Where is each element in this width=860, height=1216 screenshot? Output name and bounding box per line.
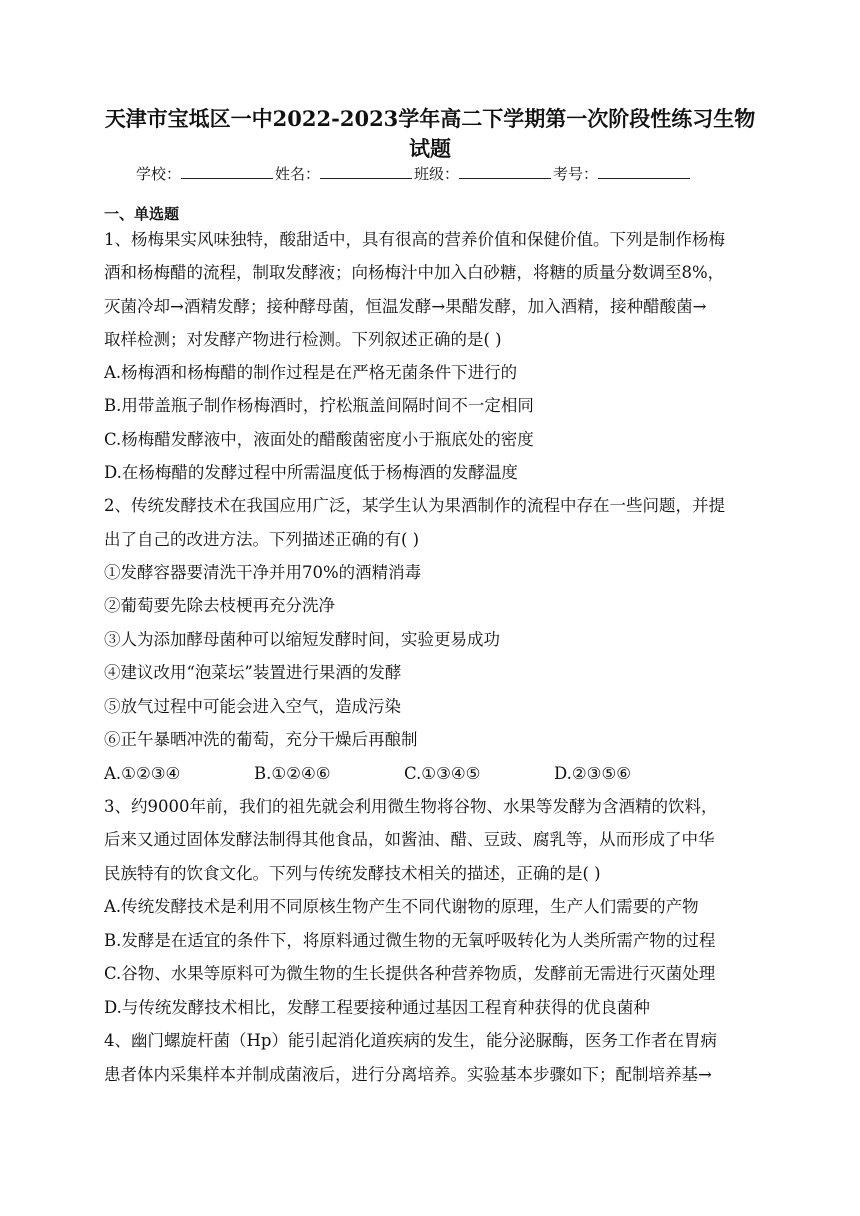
name-blank[interactable] [320, 163, 412, 179]
exam-number-label: 考号： [553, 165, 599, 183]
document-title-line1: 天津市宝坻区一中2022-2023学年高二下学期第一次阶段性练习生物 [104, 106, 756, 131]
exam-number-blank[interactable] [598, 163, 690, 179]
class-label: 班级： [414, 165, 460, 183]
q2-stem-line: 2、传统发酵技术在我国应用广泛，某学生认为果酒制作的流程中存在一些问题，并提 [104, 496, 725, 515]
q2-item-2: ②葡萄要先除去枝梗再充分洗净 [104, 596, 335, 615]
q2-item-3: ③人为添加酵母菌种可以缩短发酵时间，实验更易成功 [104, 630, 500, 649]
q2-option-c: C.①③④⑤ [404, 764, 481, 783]
q2-stem-line: 出了自己的改进方法。下列描述正确的有( ) [104, 530, 420, 549]
q3-option-c: C.谷物、水果等原料可为微生物的生长提供各种营养物质，发酵前无需进行灭菌处理 [104, 964, 716, 983]
q3-stem-line: 后来又通过固体发酵法制得其他食品，如酱油、醋、豆豉、腐乳等，从而形成了中华 [104, 830, 715, 849]
section-heading: 一、单选题 [104, 205, 180, 223]
q1-stem-line: 灭菌冷却→酒精发酵；接种酵母菌，恒温发酵→果醋发酵，加入酒精，接种醋酸菌→ [104, 297, 707, 316]
q1-option-c: C.杨梅醋发酵液中，液面处的醋酸菌密度小于瓶底处的密度 [104, 430, 534, 449]
q3-stem-line: 3、约9000年前，我们的祖先就会利用微生物将谷物、水果等发酵为含酒精的饮料， [104, 797, 718, 816]
school-blank[interactable] [181, 163, 273, 179]
document-title-line2: 试题 [409, 136, 451, 161]
q2-item-6: ⑥正午暴晒冲洗的葡萄，充分干燥后再酿制 [104, 730, 418, 749]
q2-item-1: ①发酵容器要清洗干净并用70%的酒精消毒 [104, 563, 422, 582]
q2-option-d: D.②③⑤⑥ [554, 764, 632, 783]
q2-item-4: ④建议改用“泡菜坛”装置进行果酒的发酵 [104, 663, 402, 682]
q4-stem-line: 患者体内采集样本并制成菌液后，进行分离培养。实验基本步骤如下；配制培养基→ [104, 1065, 712, 1084]
class-blank[interactable] [459, 163, 551, 179]
q1-stem-line: 酒和杨梅醋的流程，制取发酵液；向杨梅汁中加入白砂糖，将糖的质量分数调至8%， [104, 263, 725, 282]
q3-option-d: D.与传统发酵技术相比，发酵工程要接种通过基因工程育种获得的优良菌种 [104, 998, 650, 1017]
q2-option-a: A.①②③④ [104, 764, 181, 783]
q3-stem-line: 民族特有的饮食文化。下列与传统发酵技术相关的描述，正确的是( ) [104, 864, 601, 883]
student-info-line [136, 163, 736, 184]
q1-option-d: D.在杨梅醋的发酵过程中所需温度低于杨梅酒的发酵温度 [104, 463, 518, 482]
q2-options-row [104, 762, 760, 786]
q1-stem-line: 1、杨梅果实风味独特，酸甜适中，具有很高的营养价值和保健价值。下列是制作杨梅 [104, 230, 725, 249]
q2-option-b: B.①②④⑥ [254, 764, 331, 783]
q2-item-5: ⑤放气过程中可能会进入空气，造成污染 [104, 697, 401, 716]
q3-option-b: B.发酵是在适宜的条件下，将原料通过微生物的无氧呼吸转化为人类所需产物的过程 [104, 931, 716, 950]
q1-option-b: B.用带盖瓶子制作杨梅酒时，拧松瓶盖间隔时间不一定相同 [104, 396, 534, 415]
q1-stem-line: 取样检测；对发酵产物进行检测。下列叙述正确的是( ) [104, 330, 502, 349]
q3-option-a: A.传统发酵技术是利用不同原核生物产生不同代谢物的原理，生产人们需要的产物 [104, 897, 699, 916]
q4-stem-line: 4、幽门螺旋杆菌（Hp）能引起消化道疾病的发生，能分泌脲酶，医务工作者在胃病 [104, 1031, 717, 1050]
school-label: 学校： [136, 165, 182, 183]
q1-option-a: A.杨梅酒和杨梅醋的制作过程是在严格无菌条件下进行的 [104, 363, 518, 382]
name-label: 姓名： [275, 165, 321, 183]
